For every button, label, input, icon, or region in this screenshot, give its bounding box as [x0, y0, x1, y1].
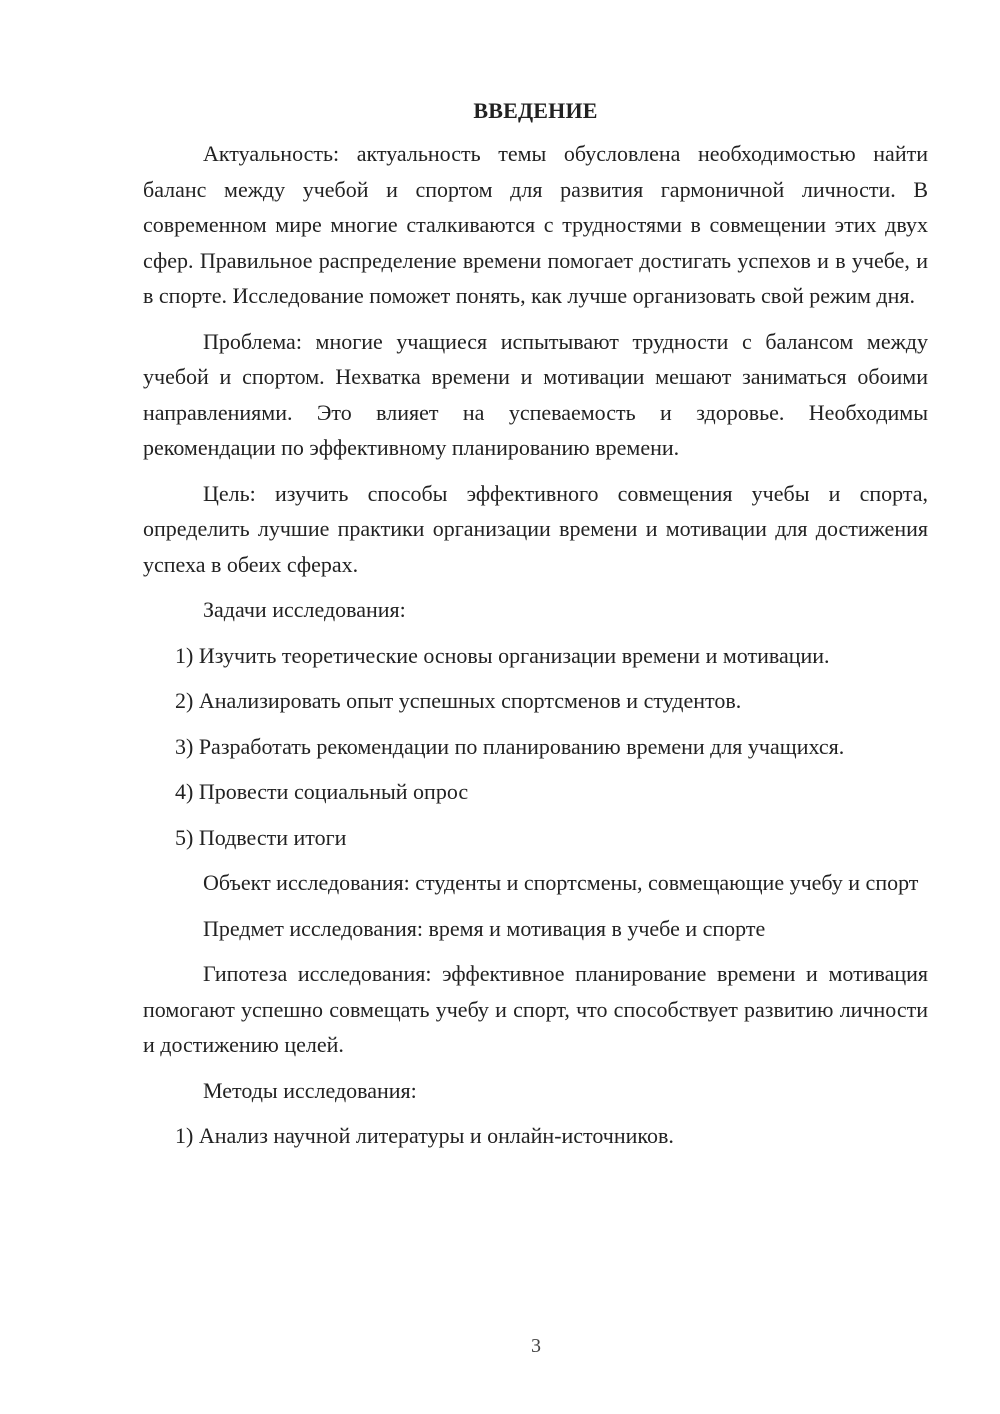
- document-body: [143, 96, 928, 1164]
- task-item: 4) Провести социальный опрос: [175, 779, 469, 804]
- object-paragraph: Объект исследования: студенты и спортсмены, совмещающие учебу и спорт: [203, 870, 919, 895]
- page-number: 3: [531, 1335, 541, 1357]
- task-item: 2) Анализировать опыт успешных спортсменов и студентов.: [175, 688, 742, 713]
- hypothesis-paragraph: Гипотеза исследования: эффективное планирование времени и мотивация помогают успешно совмещать учебу и спорт, что способствует развитию личности и достижению целей.: [143, 961, 928, 1057]
- methods-heading: Методы исследования:: [203, 1077, 417, 1103]
- goal-paragraph: Цель: изучить способы эффективного совмещения учебы и спорта, определить лучшие практики организации времени и мотивации для достижения успеха в обеих сферах.: [143, 480, 928, 577]
- page-title: ВВЕДЕНИЕ: [473, 98, 598, 123]
- subject-paragraph: Предмет исследования: время и мотивация в учебе и спорте: [203, 915, 766, 941]
- task-item: 5) Подвести итоги: [175, 824, 347, 850]
- task-item: 1) Изучить теоретические основы организации времени и мотивации.: [175, 642, 830, 668]
- relevance-paragraph: Актуальность: актуальность темы обусловлена необходимостью найти баланс между учебой и спортом для развития гармоничной личности. В современном мире многие сталкиваются с трудностями в совмещении этих двух сфер. Правильное распределение времени помогает достигать успехов и в учебе, и в спорте. Исследование поможет понять, как лучше организовать свой режим дня.: [143, 141, 928, 308]
- method-item: 1) Анализ научной литературы и онлайн-источников.: [175, 1123, 674, 1148]
- problem-paragraph: Проблема: многие учащиеся испытывают трудности с балансом между учебой и спортом. Нехватка времени и мотивации мешают заниматься обоими направлениями. Это влияет на успеваемость и здоровье. Необходимы рекомендации по эффективному планированию времени.: [143, 328, 928, 460]
- task-item: 3) Разработать рекомендации по планированию времени для учащихся.: [175, 733, 845, 759]
- tasks-heading: Задачи исследования:: [203, 597, 406, 622]
